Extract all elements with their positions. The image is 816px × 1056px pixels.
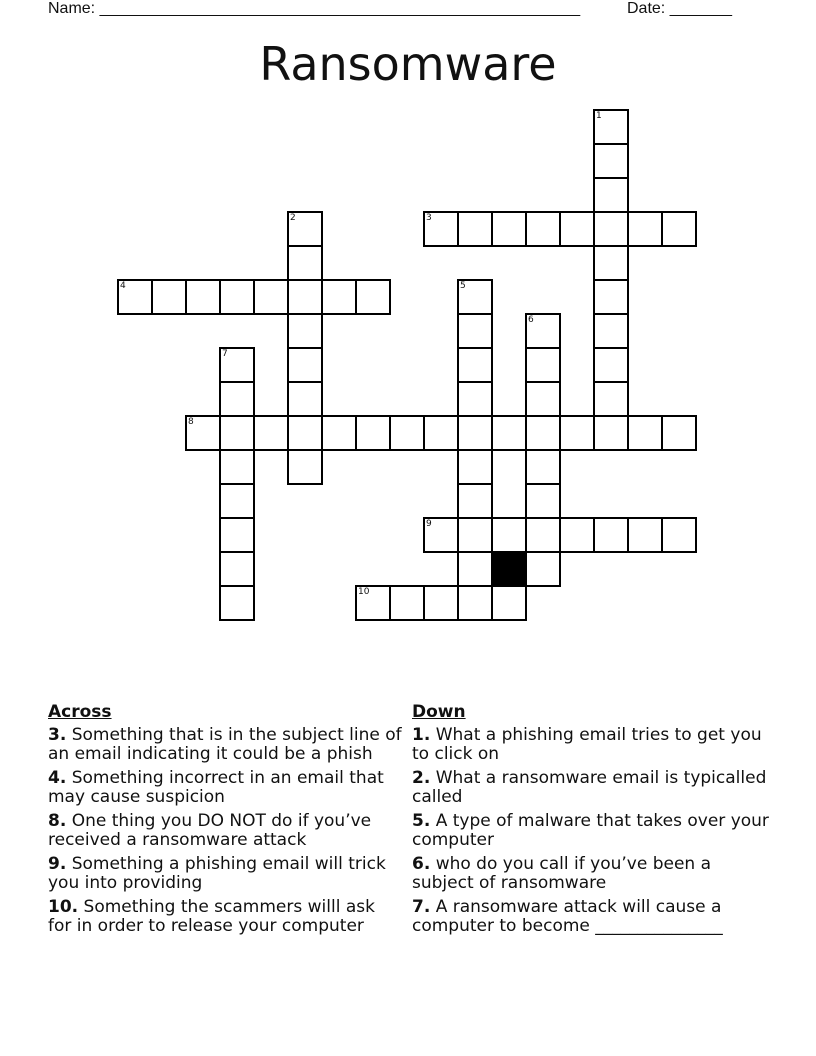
clue-number: 4.	[48, 767, 67, 788]
grid-cell[interactable]	[627, 415, 663, 451]
across-clue-9	[48, 855, 403, 894]
grid-cell[interactable]	[525, 517, 561, 553]
shaded-cell	[491, 551, 527, 587]
grid-cell[interactable]	[457, 517, 493, 553]
down-clues	[412, 703, 772, 941]
grid-cell[interactable]	[457, 279, 493, 315]
grid-cell[interactable]	[491, 211, 527, 247]
grid-cell[interactable]	[593, 279, 629, 315]
grid-cell[interactable]	[151, 279, 187, 315]
clue-number: 9.	[48, 853, 67, 874]
grid-cell[interactable]	[525, 211, 561, 247]
grid-cell[interactable]	[219, 381, 255, 417]
grid-cell[interactable]	[389, 585, 425, 621]
grid-cell[interactable]	[321, 279, 357, 315]
grid-cell[interactable]	[185, 279, 221, 315]
grid-cell[interactable]	[253, 279, 289, 315]
grid-cell[interactable]	[287, 381, 323, 417]
grid-cell[interactable]	[525, 449, 561, 485]
clue-text: What a ransomware email is typicalled called	[412, 767, 767, 807]
across-clue-8	[48, 812, 403, 851]
clue-text: who do you call if you’ve been a subject of ransomware	[412, 853, 712, 893]
grid-cell[interactable]	[219, 585, 255, 621]
cell-number: 3	[426, 213, 432, 223]
grid-cell[interactable]	[627, 517, 663, 553]
grid-cell[interactable]	[355, 415, 391, 451]
down-clue-1	[412, 726, 772, 765]
grid-cell[interactable]	[593, 517, 629, 553]
date-field-label: Date: _______	[627, 0, 732, 17]
grid-cell[interactable]	[355, 585, 391, 621]
across-clues	[48, 703, 403, 941]
grid-cell[interactable]	[525, 313, 561, 349]
down-clue-5	[412, 812, 772, 851]
grid-cell[interactable]	[219, 483, 255, 519]
clue-number: 6.	[412, 853, 431, 874]
grid-cell[interactable]	[253, 415, 289, 451]
grid-cell[interactable]	[423, 517, 459, 553]
grid-cell[interactable]	[287, 279, 323, 315]
cell-number: 2	[290, 213, 296, 223]
grid-cell[interactable]	[287, 347, 323, 383]
grid-cell[interactable]	[593, 211, 629, 247]
down-clue-7	[412, 898, 772, 937]
grid-cell[interactable]	[457, 551, 493, 587]
grid-cell[interactable]	[219, 449, 255, 485]
grid-cell[interactable]	[593, 313, 629, 349]
clue-text: Something a phishing email will trick you into providing	[48, 853, 386, 893]
clue-number: 1.	[412, 724, 431, 745]
clue-number: 5.	[412, 810, 431, 831]
clue-number: 10.	[48, 896, 79, 917]
grid-cell[interactable]	[219, 347, 255, 383]
cell-number: 6	[528, 315, 534, 325]
grid-cell[interactable]	[457, 449, 493, 485]
grid-cell[interactable]	[457, 347, 493, 383]
across-clue-10	[48, 898, 403, 937]
clue-text: A type of malware that takes over your computer	[412, 810, 769, 850]
grid-cell[interactable]	[559, 415, 595, 451]
clue-text: Something the scammers willl ask for in order to release your computer	[48, 896, 375, 936]
clue-text: Something that is in the subject line of an email indicating it could be a phish	[48, 724, 402, 764]
grid-cell[interactable]	[355, 279, 391, 315]
grid-cell[interactable]	[457, 313, 493, 349]
grid-cell[interactable]	[117, 279, 153, 315]
grid-cell[interactable]	[423, 211, 459, 247]
grid-cell[interactable]	[287, 245, 323, 281]
grid-cell[interactable]	[593, 245, 629, 281]
grid-cell[interactable]	[491, 585, 527, 621]
grid-cell[interactable]	[593, 177, 629, 213]
grid-cell[interactable]	[593, 415, 629, 451]
grid-cell[interactable]	[457, 381, 493, 417]
grid-cell[interactable]	[525, 483, 561, 519]
clue-text: What a phishing email tries to get you to click on	[412, 724, 762, 764]
clue-number: 2.	[412, 767, 431, 788]
grid-cell[interactable]	[525, 415, 561, 451]
grid-cell[interactable]	[525, 381, 561, 417]
clue-number: 3.	[48, 724, 67, 745]
grid-cell[interactable]	[661, 415, 697, 451]
grid-cell[interactable]	[525, 347, 561, 383]
grid-cell[interactable]	[219, 415, 255, 451]
grid-cell[interactable]	[627, 211, 663, 247]
cell-number: 5	[460, 281, 466, 291]
down-clue-6	[412, 855, 772, 894]
grid-cell[interactable]	[423, 415, 459, 451]
grid-cell[interactable]	[287, 415, 323, 451]
down-heading: Down	[412, 702, 466, 722]
clue-text: A ransomware attack will cause a computer to become _______________	[412, 896, 723, 936]
grid-cell[interactable]	[287, 449, 323, 485]
down-clue-2	[412, 769, 772, 808]
cell-number: 9	[426, 519, 432, 529]
cell-number: 7	[222, 349, 228, 359]
grid-cell[interactable]	[389, 415, 425, 451]
grid-cell[interactable]	[661, 211, 697, 247]
name-field-label: Name: ______________________________________________________	[48, 0, 581, 17]
grid-cell[interactable]	[491, 517, 527, 553]
cell-number: 8	[188, 417, 194, 427]
clue-text: One thing you DO NOT do if you’ve received a ransomware attack	[48, 810, 372, 850]
grid-cell[interactable]	[457, 585, 493, 621]
grid-cell[interactable]	[457, 415, 493, 451]
grid-cell[interactable]	[559, 211, 595, 247]
grid-cell[interactable]	[593, 109, 629, 145]
puzzle-title: Ransomware	[259, 37, 557, 91]
grid-cell[interactable]	[593, 143, 629, 179]
grid-cell[interactable]	[219, 279, 255, 315]
across-heading: Across	[48, 702, 112, 722]
grid-cell[interactable]	[219, 551, 255, 587]
clue-number: 7.	[412, 896, 431, 917]
grid-cell[interactable]	[457, 483, 493, 519]
clue-text: Something incorrect in an email that may cause suspicion	[48, 767, 384, 807]
grid-cell[interactable]	[287, 211, 323, 247]
grid-cell[interactable]	[559, 517, 595, 553]
grid-cell[interactable]	[491, 415, 527, 451]
grid-cell[interactable]	[525, 551, 561, 587]
cell-number: 1	[596, 111, 602, 121]
grid-cell[interactable]	[287, 313, 323, 349]
grid-cell[interactable]	[593, 347, 629, 383]
grid-cell[interactable]	[423, 585, 459, 621]
grid-cell[interactable]	[593, 381, 629, 417]
grid-cell[interactable]	[457, 211, 493, 247]
clue-number: 8.	[48, 810, 67, 831]
grid-cell[interactable]	[321, 415, 357, 451]
cell-number: 10	[358, 587, 370, 597]
grid-cell[interactable]	[219, 517, 255, 553]
across-clue-4	[48, 769, 403, 808]
grid-cell[interactable]	[185, 415, 221, 451]
cell-number: 4	[120, 281, 126, 291]
across-clue-3	[48, 726, 403, 765]
grid-cell[interactable]	[661, 517, 697, 553]
